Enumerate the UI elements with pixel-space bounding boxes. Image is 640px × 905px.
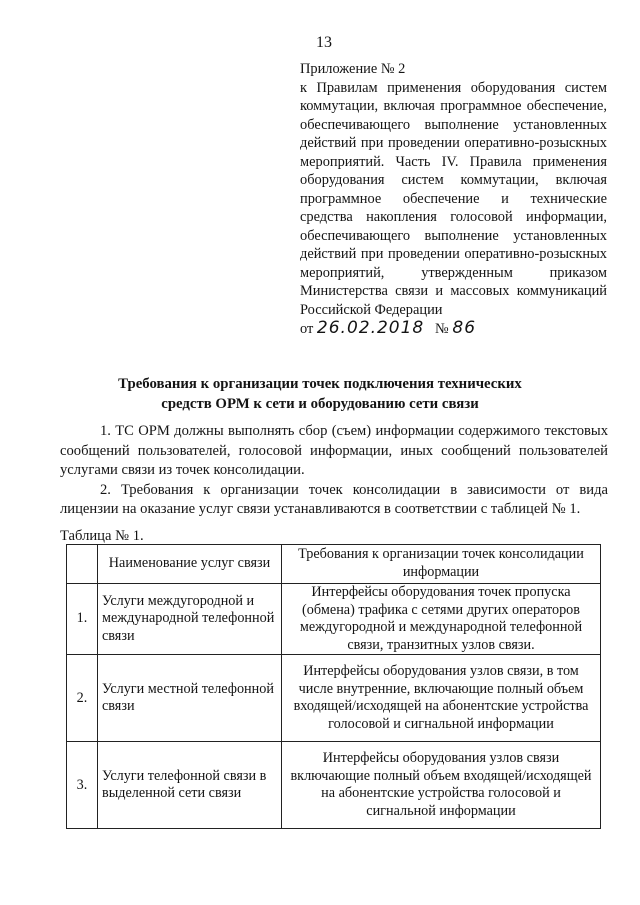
table-row (67, 742, 601, 829)
document-title: Требования к организации точек подключения технических средств ОРМ к сети и оборудованию сети связи (118, 376, 522, 412)
paragraph-1: 1. ТС ОРМ должны выполнять сбор (съем) информации содержимого текстовых сообщений пользователей, голосовой информации, иных сообщений пользователей услугами связи из точек консолидации. (60, 423, 608, 478)
header-num (67, 545, 98, 584)
row-service: Услуги междугородной и международной телефонной связи (98, 584, 282, 655)
number-sign: № (435, 321, 449, 337)
paragraphs (60, 422, 608, 520)
date-prefix: от (300, 321, 314, 337)
table-row (67, 584, 601, 655)
header-requirement: Требования к организации точек консолидации информации (282, 545, 601, 584)
appendix-date-line (300, 319, 607, 339)
handwritten-date: 26.02.2018 (316, 318, 425, 338)
table-label: Таблица № 1. (60, 528, 144, 544)
row-service: Услуги телефонной связи в выделенной сети связи (98, 742, 282, 829)
appendix-title: Приложение № 2 (300, 61, 406, 77)
services-table (66, 544, 601, 829)
row-requirement: Интерфейсы оборудования узлов связи включающие полный объем входящей/исходящей на абонентские устройства голосовой и сигнальной информации (282, 742, 601, 829)
appendix-body: к Правилам применения оборудования систем коммутации, включая программное обеспечение, обеспечивающего выполнение установленных действий при проведении оперативно-розыскных мероприятий. Часть IV. Правила применения оборудования систем коммутации, включая программное обеспечение и технические средства накопления голосовой информации, обеспечивающего выполнение установленных действий при проведении оперативно-розыскных мероприятий, утвержденным приказом Министерства связи и массовых коммуникаций Российской Федерации (300, 79, 607, 318)
row-number: 1. (67, 584, 98, 655)
page-number: 13 (316, 34, 332, 51)
row-service: Услуги местной телефонной связи (98, 655, 282, 742)
header-service: Наименование услуг связи (98, 545, 282, 584)
row-number: 2. (67, 655, 98, 742)
row-number: 3. (67, 742, 98, 829)
row-requirement: Интерфейсы оборудования точек пропуска (обмена) трафика с сетями других операторов междугородной и международной телефонной связи, транзитных узлов связи. (282, 584, 601, 655)
appendix-header (300, 60, 607, 339)
paragraph-2: 2. Требования к организации точек консолидации в зависимости от вида лицензии на оказание услуг связи устанавливаются в соответствии с таблицей № 1. (60, 481, 608, 517)
table-row (67, 655, 601, 742)
handwritten-number: 86 (452, 318, 477, 338)
table-header-row (67, 545, 601, 584)
row-requirement: Интерфейсы оборудования узлов связи, в том числе внутренние, включающие полный объем входящей/исходящей на абонентские устройства голосовой и сигнальной информации (282, 655, 601, 742)
